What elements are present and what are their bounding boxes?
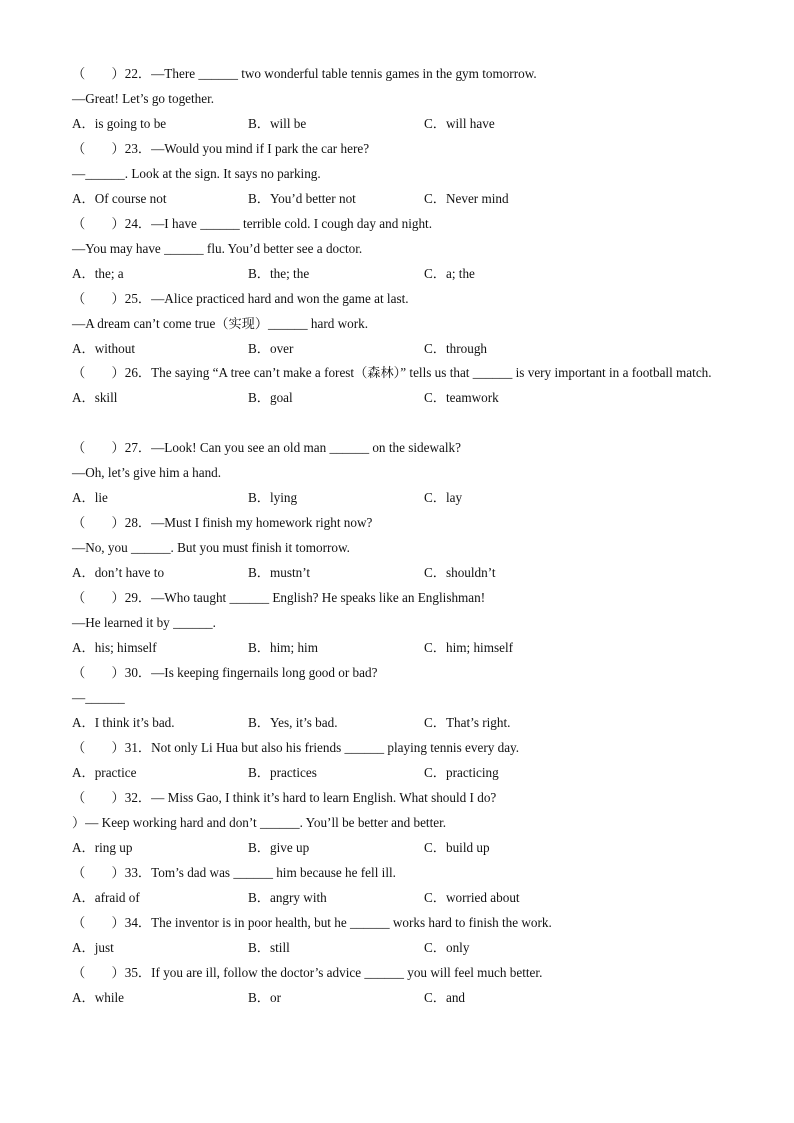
option-a: A．afraid of [72,890,140,905]
question-stem: （ ）26．The saying “A tree can’t make a forest（森林）” tells us that ______ is very important in a football match. [72,365,712,380]
option-b: B．lying [248,490,298,505]
option-c: C．practicing [424,765,499,780]
dialogue-line: —A dream can’t come true（实现）______ hard work. [72,316,369,331]
option-c: C．will have [424,116,495,131]
option-b: B．or [248,990,281,1005]
dialogue-line: —Oh, let’s give him a hand. [72,465,222,480]
question-stem: （ ）33．Tom’s dad was ______ him because he fell ill. [72,865,396,880]
option-c: C．and [424,990,466,1005]
option-b: B．over [248,341,294,356]
option-a: A．practice [72,765,137,780]
option-b: B．still [248,940,290,955]
options-row [72,760,732,785]
dialogue-line: —You may have ______ flu. You’d better see a doctor. [72,241,363,256]
option-a: A．is going to be [72,116,167,131]
option-a: A．his; himself [72,640,157,655]
option-b: B．him; him [248,640,318,655]
question-stem: （ ）32．— Miss Gao, I think it’s hard to learn English. What should I do? [72,790,497,805]
option-b: B．angry with [248,890,327,905]
question-29 [72,585,732,660]
options-row [72,560,732,585]
option-a: A．don’t have to [72,565,165,580]
option-c: C．Never mind [424,191,509,206]
option-a: A．just [72,940,114,955]
options-row [72,111,732,136]
question-stem: （ ）34．The inventor is in poor health, but he ______ works hard to finish the work. [72,915,552,930]
options-row [72,835,732,860]
question-35 [72,960,732,1010]
options-row [72,186,732,211]
options-row [72,385,732,410]
dialogue-line: ）— Keep working hard and don’t ______. You’ll be better and better. [72,815,447,830]
dialogue-line: —______ [72,690,125,705]
options-row [72,710,732,735]
options-row [72,336,732,361]
question-30 [72,660,732,735]
question-33 [72,860,732,910]
option-c: C．build up [424,840,490,855]
option-a: A．skill [72,390,118,405]
question-32 [72,785,732,860]
option-c: C．That’s right. [424,715,511,730]
option-b: B．will be [248,116,307,131]
question-stem: （ ）27．—Look! Can you see an old man ______ on the sidewalk? [72,440,461,455]
question-27 [72,435,732,510]
option-a: A．lie [72,490,108,505]
question-stem: （ ）25．—Alice practiced hard and won the game at last. [72,291,409,306]
option-a: A．without [72,341,136,356]
options-row [72,935,732,960]
question-stem: （ ）29．—Who taught ______ English? He speaks like an Englishman! [72,590,486,605]
question-31 [72,735,732,785]
options-row [72,261,732,286]
option-b: B．You’d better not [248,191,356,206]
question-28 [72,510,732,585]
option-c: C．a; the [424,266,475,281]
question-stem: （ ）22．—There ______ two wonderful table tennis games in the gym tomorrow. [72,66,537,81]
dialogue-line: —Great! Let’s go together. [72,91,215,106]
option-b: B．give up [248,840,310,855]
question-stem: （ ）35．If you are ill, follow the doctor’s advice ______ you will feel much better. [72,965,543,980]
option-a: A．while [72,990,125,1005]
options-row [72,985,732,1010]
option-a: A．the; a [72,266,124,281]
options-row [72,635,732,660]
options-row [72,885,732,910]
option-c: C．shouldn’t [424,565,496,580]
question-23 [72,136,732,211]
option-b: B．Yes, it’s bad. [248,715,338,730]
question-25 [72,286,732,361]
option-a: A．I think it’s bad. [72,715,175,730]
question-stem: （ ）24．—I have ______ terrible cold. I cough day and night. [72,216,433,231]
dialogue-line: —He learned it by ______. [72,615,216,630]
option-c: C．through [424,341,488,356]
option-c: C．him; himself [424,640,514,655]
option-b: B．practices [248,765,317,780]
options-row [72,485,732,510]
question-stem: （ ）31．Not only Li Hua but also his friends ______ playing tennis every day. [72,740,520,755]
question-24 [72,211,732,286]
question-stem: （ ）23．—Would you mind if I park the car here? [72,141,370,156]
option-c: C．teamwork [424,390,499,405]
option-c: C．worried about [424,890,520,905]
question-stem: （ ）30．—Is keeping fingernails long good or bad? [72,665,378,680]
dialogue-line: —______. Look at the sign. It says no parking. [72,166,321,181]
option-b: B．goal [248,390,293,405]
question-34 [72,910,732,960]
option-c: C．only [424,940,470,955]
question-stem: （ ）28．—Must I finish my homework right now? [72,515,373,530]
option-a: A．ring up [72,840,133,855]
option-c: C．lay [424,490,463,505]
option-a: A．Of course not [72,191,167,206]
option-b: B．mustn’t [248,565,311,580]
question-26 [72,361,732,410]
option-b: B．the; the [248,266,310,281]
dialogue-line: —No, you ______. But you must finish it tomorrow. [72,540,350,555]
question-22 [72,61,732,136]
